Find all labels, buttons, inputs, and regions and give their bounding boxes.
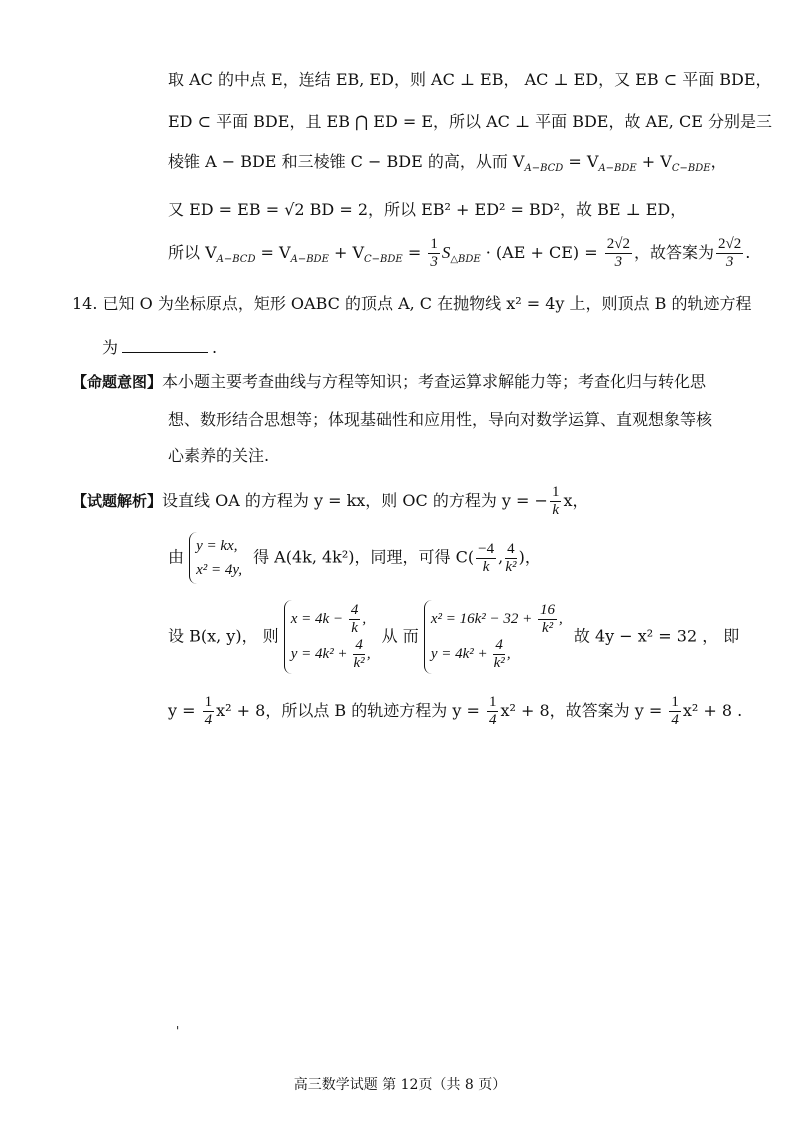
solution-line-5: 所以 $V_{A-BCD} = V_{A-BDE} + V_{C-BDE}$ = $\frac{1}{3}$ $S_{\triangle BDE} \cdot (AE + CE)$ = $\frac{2√2}{3}$ ，故答案为 $\frac{2√2}{3}$ . — [168, 236, 751, 270]
problem-14-statement: 14. 已知 O 为坐标原点，矩形 OABC 的顶点 A, C 在抛物线 x² = 4y 上，则顶点 B 的轨迹方程 — [72, 294, 752, 313]
equation-system-3: x² = 16k² − 32 + $\frac{16}{\text{k²}}$ , y = 4k² + $\frac{4}{\text{k²}}$ , — [424, 600, 569, 674]
problem-14-answer-line: 为 . — [102, 338, 218, 357]
intent-line-2: 想、数形结合思想等；体现基础性和应用性，导向对数学运算、直观想象等核 — [168, 410, 713, 429]
fraction-result: $\frac{2√2}{3}$ — [606, 236, 630, 270]
fraction-answer: $\frac{2√2}{3}$ — [717, 236, 742, 270]
analysis-line-4: y = $\frac{1}{4}$ x² + 8，所以点 B 的轨迹方程为 y = $\frac{1}{4}$ x² + 8，故答案为 y = $\frac{1}{4}$ x² + 8 . — [168, 694, 743, 728]
solution-line-4: 又 ED = EB = √2 BD = 2，所以 EB² + ED² = BD²，故 BE ⊥ ED， — [168, 200, 687, 219]
solution-line-3: 棱锥 A − BDE 和三棱锥 C − BDE 的高，从而 $V_{A-BCD} = V_{A-BDE} + V_{C-BDE}$， — [168, 152, 727, 174]
equation-system-2: x = 4k − $\frac{4}{k}$ , y = 4k² + $\frac{4}{\text{k²}}$ , — [284, 600, 377, 674]
fraction-neg-inverse-k: $\frac{1}{k}$ — [551, 484, 560, 518]
fraction-c-x: $\frac{-4}{k}$ — [478, 540, 495, 575]
solution-line-2: ED ⊂ 平面 BDE，且 EB ⋂ ED = E，所以 AC ⊥ 平面 BDE，故 AE, CE 分别是三 — [168, 112, 772, 131]
analysis-line-1: 【试题解析】设直线 OA 的方程为 y = kx，则 OC 的方程为 y = − $\frac{1}{k}$ x， — [72, 484, 589, 518]
analysis-line-2: 由 y = kx, x² = 4y, 得 A(4k, 4k²)，同理，可得 C( $\frac{-4}{k}$ , $\frac{4}{\text{k²}}$ )， — [168, 532, 541, 584]
page-footer: 高三数学试题 第 12页（共 8 页） — [293, 1077, 507, 1093]
equation-system-1: y = kx, x² = 4y, — [189, 532, 248, 584]
fraction-quarter-3: $\frac{1}{4}$ — [671, 694, 679, 728]
fraction-quarter-1: $\frac{1}{4}$ — [204, 694, 213, 728]
fraction-one-third: $\frac{1}{3}$ — [430, 236, 438, 270]
stray-mark: ' — [176, 1024, 180, 1038]
problem-number: 14. — [72, 294, 98, 313]
intent-line-1: 【命题意图】本小题主要考查曲线与方程等知识；考查运算求解能力等；考查化归与转化思 — [72, 372, 707, 391]
solution-line-1: 取 AC 的中点 E，连结 EB, ED，则 AC ⊥ EB， AC ⊥ ED，又 EB ⊂ 平面 BDE， — [168, 70, 772, 89]
intent-line-3: 心素养的关注. — [168, 446, 270, 465]
analysis-label: 【试题解析】 — [72, 492, 163, 510]
fraction-c-y: $\frac{4}{\text{k²}}$ — [505, 540, 517, 575]
analysis-line-3: 设 B(x, y)， 则 x = 4k − $\frac{4}{k}$ , y = 4k² + $\frac{4}{\text{k²}}$ , 从 而 x² = 16k² − 32 + $\frac{16}{\text{k²}}$ , y = 4k² + $\frac{4}{\text{k²}}$ , 故 4y − x² = 32 ， 即 — [168, 600, 739, 674]
intent-label: 【命题意图】 — [72, 373, 163, 391]
fraction-quarter-2: $\frac{1}{4}$ — [488, 694, 497, 728]
answer-blank — [122, 338, 208, 353]
